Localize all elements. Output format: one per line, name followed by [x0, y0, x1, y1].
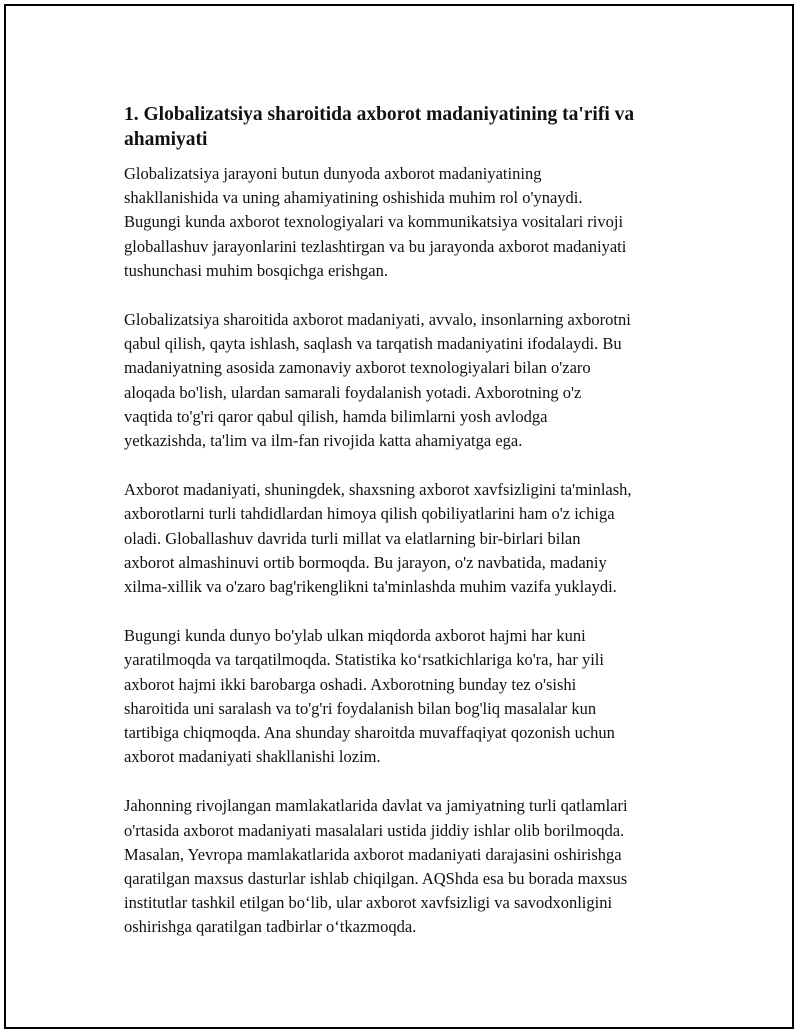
paragraph [124, 794, 704, 939]
text-line: Bugungi kunda axborot texnologiyalari va kommunikatsiya vositalari rivoji [124, 212, 624, 232]
text-line: shakllanishida va uning ahamiyatining oshishida muhim rol o'ynaydi. [124, 188, 583, 208]
paragraph [124, 162, 704, 283]
paragraph [124, 308, 704, 453]
heading-line: ahamiyati [124, 129, 208, 150]
text-line: sharoitida uni saralash va to'g'ri foydalanish bilan bog'liq masalalar kun [124, 698, 597, 718]
text-line: Jahonning rivojlangan mamlakatlarida davlat va jamiyatning turli qatlamlari [124, 796, 628, 816]
text-line: Masalan, Yevropa mamlakatlarida axborot madaniyati darajasini oshirishga [124, 844, 622, 864]
text-line: qaratilgan maxsus dasturlar ishlab chiqilgan. AQShda esa bu borada maxsus [124, 869, 628, 889]
text-line: Globalizatsiya jarayoni butun dunyoda axborot madaniyatining [124, 164, 542, 183]
paragraph [124, 478, 704, 599]
section-heading [124, 102, 704, 152]
text-line: yaratilmoqda va tarqatilmoqda. Statistika ko‘rsatkichlariga ko'ra, har yili [124, 650, 604, 670]
text-line: axborot hajmi ikki barobarga oshadi. Axborotning bunday tez o'sishi [124, 674, 577, 694]
paragraph [124, 624, 704, 769]
text-line: madaniyatning asosida zamonaviy axborot texnologiyalari bilan o'zaro [124, 358, 591, 378]
text-line: institutlar tashkil etilgan bo‘lib, ular axborot xavfsizligi va savodxonligini [124, 893, 613, 913]
text-line: oladi. Globallashuv davrida turli millat va elatlarning bir-birlari bilan [124, 528, 581, 548]
page-frame [4, 4, 794, 1029]
text-line: Globalizatsiya sharoitida axborot madaniyati, avvalo, insonlarning axborotni [124, 310, 631, 330]
text-line: aloqada bo'lish, ulardan samarali foydalanish yotadi. Axborotning o'z [124, 382, 582, 402]
text-line: tushunchasi muhim bosqichga erishgan. [124, 260, 388, 280]
text-line: tartibiga chiqmoqda. Ana shunday sharoitda muvaffaqiyat qozonish uchun [124, 723, 615, 743]
text-line: oshirishga qaratilgan tadbirlar o‘tkazmoqda. [124, 917, 417, 937]
text-line: axborotlarni turli tahdidlardan himoya qilish qobiliyatlarini ham o'z ichiga [124, 504, 615, 524]
text-line: yetkazishda, ta'lim va ilm-fan rivojida katta ahamiyatga ega. [124, 431, 523, 451]
text-line: o'rtasida axborot madaniyati masalalari ustida jiddiy ishlar olib borilmoqda. [124, 820, 625, 840]
document-body [124, 102, 704, 965]
text-line: xilma-xillik va o'zaro bag'rikenglikni ta'minlashda muhim vazifa yuklaydi. [124, 577, 617, 597]
heading-line: 1. Globalizatsiya sharoitida axborot madaniyatining ta'rifi va [124, 104, 635, 125]
text-line: Axborot madaniyati, shuningdek, shaxsning axborot xavfsizligini ta'minlash, [124, 480, 632, 500]
text-line: axborot madaniyati shakllanishi lozim. [124, 747, 381, 767]
text-line: globallashuv jarayonlarini tezlashtirgan va bu jarayonda axborot madaniyati [124, 236, 627, 256]
text-line: vaqtida to'g'ri qaror qabul qilish, hamda bilimlarni yosh avlodga [124, 406, 548, 426]
text-line: axborot almashinuvi ortib bormoqda. Bu jarayon, o'z navbatida, madaniy [124, 552, 607, 572]
text-line: qabul qilish, qayta ishlash, saqlash va tarqatish madaniyatini ifodalaydi. Bu [124, 334, 622, 354]
text-line: Bugungi kunda dunyo bo'ylab ulkan miqdorda axborot hajmi har kuni [124, 626, 586, 646]
